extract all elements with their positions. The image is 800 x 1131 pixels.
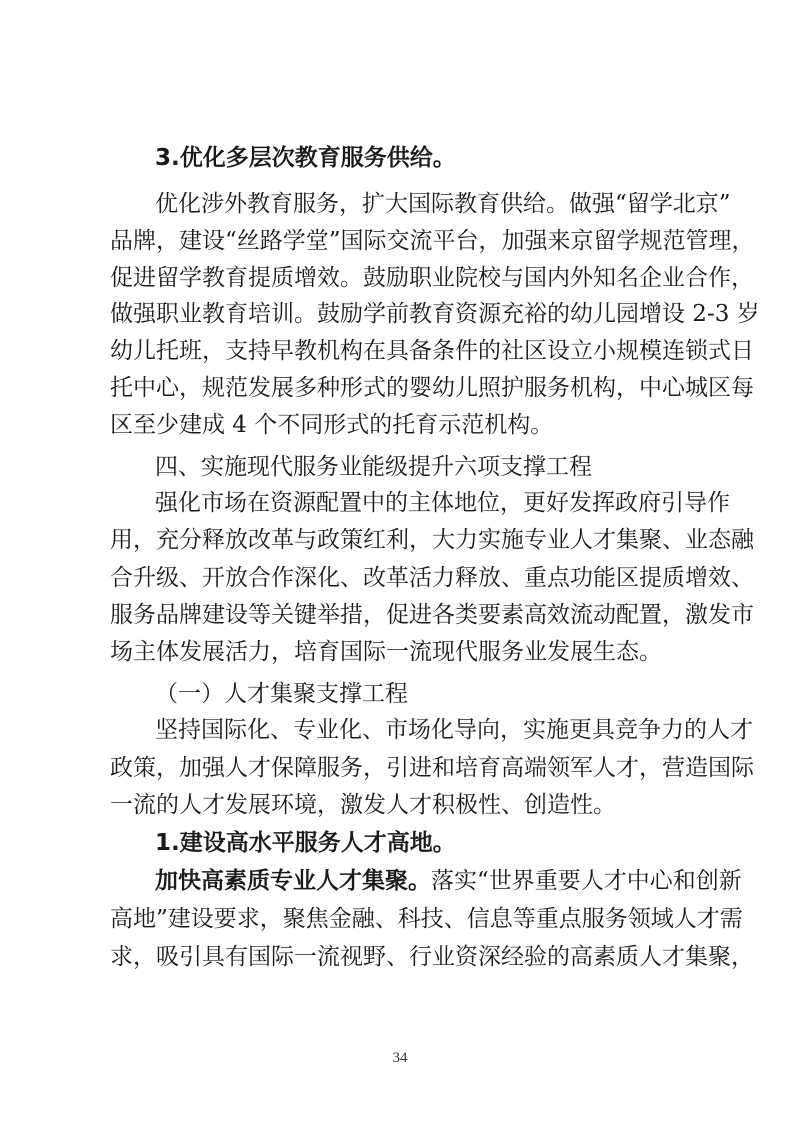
paragraph-line: 强化市场在资源配置中的主体地位，更好发挥政府引导作: [155, 490, 730, 516]
heading-1: 1.建设高水平服务人才高地。: [155, 830, 456, 856]
paragraph-line: 做强职业教育培训。鼓励学前教育资源充裕的幼儿园增设 2-3 岁: [110, 301, 760, 327]
paragraph-line: 品牌，建设“丝路学堂”国际交流平台，加强来京留学规范管理，: [110, 228, 755, 254]
paragraph-line: 场主体发展活力，培育国际一流现代服务业发展生态。: [110, 639, 662, 665]
paragraph-line: 区至少建成 4 个不同形式的托育示范机构。: [110, 412, 554, 438]
page-number: 34: [392, 1050, 408, 1066]
subsection-heading: （一）人才集聚支撑工程: [155, 681, 408, 707]
paragraph-line: 服务品牌建设等关键举措，促进各类要素高效流动配置，激发市: [110, 602, 754, 628]
paragraph-lead: 加快高素质专业人才集聚。: [155, 868, 431, 894]
paragraph-line: 一流的人才发展环境，激发人才积极性、创造性。: [110, 792, 616, 818]
paragraph-line: 高地”建设要求，聚焦金融、科技、信息等重点服务领域人才需: [110, 906, 743, 932]
paragraph-line: 用，充分释放改革与政策红利，大力实施专业人才集聚、业态融: [110, 527, 754, 553]
section-heading: 四、实施现代服务业能级提升六项支撑工程: [155, 454, 592, 480]
paragraph-line: 促进留学教育提质增效。鼓励职业院校与国内外知名企业合作，: [110, 265, 754, 291]
paragraph-line: [155, 861, 742, 901]
paragraph-line: 优化涉外教育服务，扩大国际教育供给。做强“留学北京”: [155, 191, 731, 217]
paragraph-line: 政策，加强人才保障服务，引进和培育高端领军人才，营造国际: [110, 755, 754, 781]
paragraph-line: 求，吸引具有国际一流视野、行业资深经验的高素质人才集聚，: [110, 944, 754, 970]
paragraph-text: 落实“世界重要人才中心和创新: [431, 868, 742, 894]
paragraph-line: 合升级、开放合作深化、改革活力释放、重点功能区提质增效、: [110, 565, 754, 591]
paragraph-line: 托中心，规范发展多种形式的婴幼儿照护服务机构，中心城区每: [110, 375, 754, 401]
paragraph-line: 幼儿托班，支持早教机构在具备条件的社区设立小规模连锁式日: [110, 338, 754, 364]
paragraph-line: 坚持国际化、专业化、市场化导向，实施更具竞争力的人才: [155, 717, 753, 743]
heading-3: 3.优化多层次教育服务供给。: [155, 145, 456, 171]
